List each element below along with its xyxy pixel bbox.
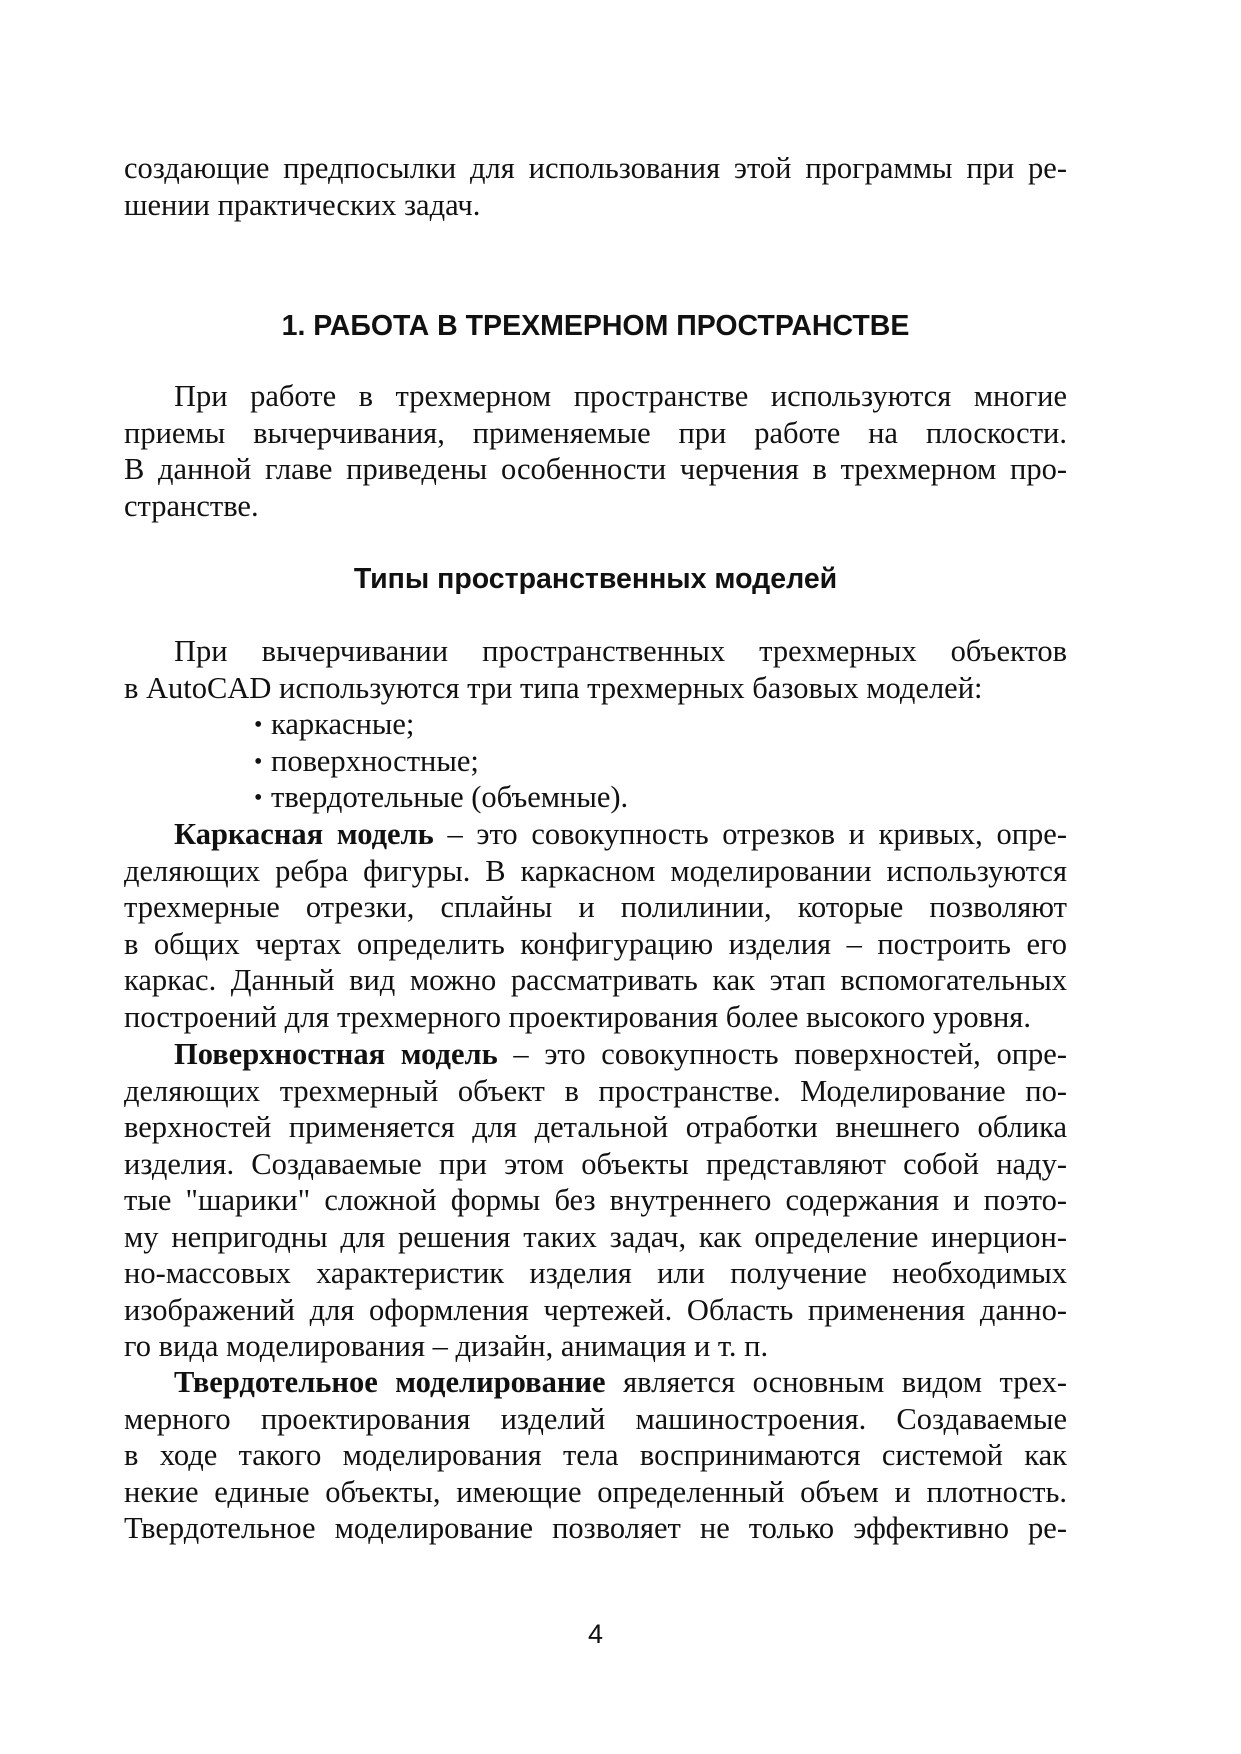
wireframe-term: Каркасная модель	[174, 817, 434, 851]
intro-paragraph	[124, 150, 1067, 223]
text-line: создающие предпосылки для использования этой программы при ре-	[124, 151, 1067, 185]
text-line: в ходе такого моделирования тела воспринимаются системой как	[124, 1438, 1067, 1472]
chapter-heading: 1. РАБОТА В ТРЕХМЕРНОМ ПРОСТРАНСТВЕ	[281, 310, 910, 342]
bullet-icon: •	[254, 785, 263, 811]
surface-paragraph	[124, 1036, 1067, 1365]
page-number: 4	[587, 1619, 604, 1649]
text-line: Твердотельное моделирование позволяет не только эффективно ре-	[124, 1511, 1067, 1545]
text-line: изображений для оформления чертежей. Область применения данно-	[124, 1292, 1067, 1327]
list-item	[254, 743, 954, 780]
chapter-intro-paragraph	[124, 378, 1067, 524]
text-line: некие единые объекты, имеющие определенный объем и плотность.	[124, 1474, 1067, 1509]
text-line	[124, 1364, 1067, 1401]
text-line: построений для трехмерного проектирования более высокого уровня.	[124, 999, 1031, 1034]
wireframe-first-line-text: – это совокупность отрезков и кривых, опре-	[433, 817, 1067, 851]
text-line: изделия. Создаваемые при этом объекты представляют собой наду-	[124, 1146, 1067, 1181]
list-item	[254, 706, 954, 743]
solid-term: Твердотельное моделирование	[174, 1365, 606, 1399]
surface-first-line-text: – это совокупность поверхностей, опре-	[497, 1037, 1067, 1071]
solid-paragraph	[124, 1364, 1067, 1547]
text-line	[124, 1036, 1067, 1073]
text-line: трехмерные отрезки, сплайны и полилинии, которые позволяют	[124, 890, 1067, 924]
text-line: но-массовых характеристик изделия или получение необходимых	[124, 1256, 1067, 1290]
list-item	[254, 779, 954, 816]
list-item-text: поверхностные;	[271, 743, 479, 778]
text-line: мерного проектирования изделий машиностроения. Создаваемые	[124, 1401, 1067, 1436]
text-line: верхностей применяется для детальной отработки внешнего облика	[124, 1110, 1067, 1144]
text-line: В данной главе приведены особенности черчения в трехмерном про-	[124, 452, 1067, 486]
wireframe-paragraph	[124, 816, 1067, 1035]
surface-term: Поверхностная модель	[174, 1037, 498, 1071]
text-line: го вида моделирования – дизайн, анимация и т. п.	[124, 1329, 769, 1363]
bullet-icon: •	[254, 748, 263, 775]
text-line: странстве.	[124, 488, 259, 523]
text-line: приемы вычерчивания, применяемые при работе на плоскости.	[124, 415, 1067, 450]
list-item-text: каркасные;	[271, 707, 415, 741]
text-line: При работе в трехмерном пространстве используются многие	[174, 379, 1067, 413]
text-line	[124, 816, 1067, 853]
text-line: в AutoCAD используются три типа трехмерных базовых моделей:	[124, 670, 983, 705]
model-types-list	[254, 706, 954, 816]
section-heading: Типы пространственных моделей	[353, 563, 838, 595]
text-line: деляющих ребра фигуры. В каркасном моделировании используются	[124, 853, 1067, 888]
text-line: шении практических задач.	[124, 187, 481, 222]
bullet-icon: •	[254, 712, 263, 738]
models-intro-paragraph	[124, 633, 1067, 706]
text-line: му непригодны для решения таких задач, как определение инерцион-	[124, 1219, 1067, 1254]
text-line: в общих чертах определить конфигурацию изделия – построить его	[124, 926, 1067, 961]
list-item-text: твердотельные (объемные).	[271, 780, 629, 814]
solid-first-line-text: является основным видом трех-	[605, 1365, 1068, 1399]
text-line: тые "шарики" сложной формы без внутреннего содержания и поэто-	[124, 1183, 1067, 1217]
text-line: При вычерчивании пространственных трехмерных объектов	[174, 634, 1067, 668]
text-line: каркас. Данный вид можно рассматривать как этап вспомогательных	[124, 963, 1067, 997]
text-line: деляющих трехмерный объект в пространстве. Моделирование по-	[124, 1073, 1067, 1108]
